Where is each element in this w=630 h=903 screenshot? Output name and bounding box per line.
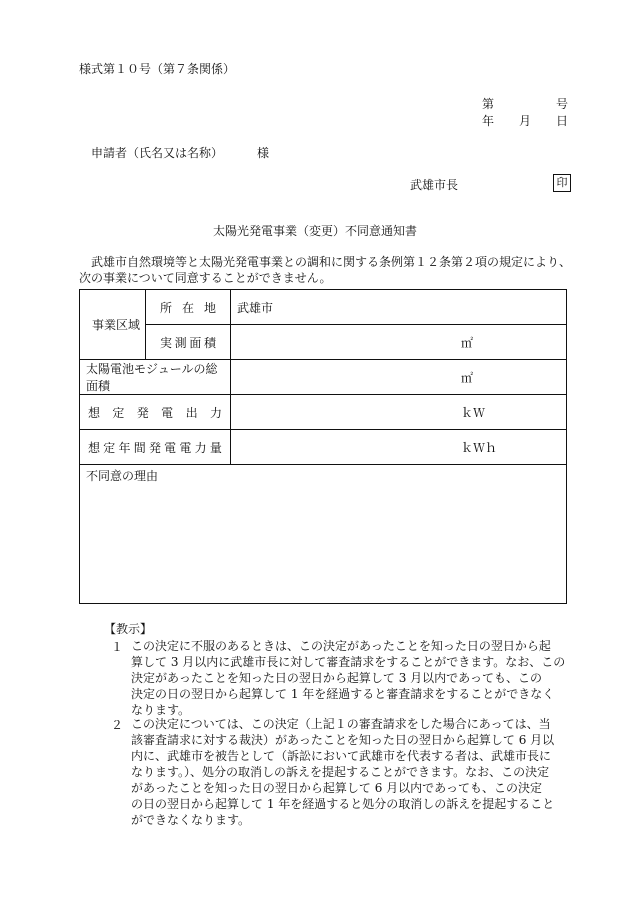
- module-area-unit: ㎡: [231, 360, 567, 395]
- notice-item: [111, 638, 571, 718]
- intro-line: 武雄市自然環境等と太陽光発電事業との調和に関する条例第１２条第２項の規定により、: [79, 255, 572, 269]
- location-label-cell: [146, 290, 231, 325]
- area-label: 事 業 区 域: [92, 318, 141, 332]
- reason-label: 不同意の理由: [86, 469, 159, 483]
- annual-label: 想 定 年 間 発 電 電 力 量: [88, 440, 222, 455]
- location-label: 所 在 地: [160, 300, 216, 315]
- notice-line: の日の翌日から起算して 1 年を経過すると処分の取消しの訴えを提起すること: [131, 797, 555, 811]
- intro-paragraph: [79, 254, 579, 286]
- notice-line: この決定に不服のあるときは、この決定があったことを知った日の翌日から起: [131, 639, 551, 653]
- form-number: 様式第１０号（第７条関係）: [79, 62, 236, 76]
- notice-line: なります。）、処分の取消しの訴えを提起することができます。なお、この決定: [131, 765, 550, 779]
- notice-item: [111, 716, 571, 828]
- mayor-signature: 武雄市長: [410, 178, 459, 192]
- notice-line: この決定については、この決定（上記１の審査請求をした場合にあっては、当: [131, 717, 551, 731]
- notice-item-number: １: [111, 640, 124, 654]
- notice-line: なります。: [131, 703, 191, 717]
- applicant-honorific: 様: [257, 146, 270, 160]
- module-area-label: 太陽電池モジュールの総面積: [80, 360, 231, 395]
- location-value: 武雄市: [231, 290, 567, 325]
- seal-box: 印: [553, 174, 571, 192]
- annual-unit: ｋＷｈ: [231, 430, 567, 465]
- measured-area-label: 実 測 面 積: [160, 335, 216, 350]
- number-suffix: 号: [555, 97, 568, 111]
- output-label: 想 定 発 電 出 力: [88, 405, 222, 420]
- output-label-cell: [80, 395, 231, 430]
- notice-heading: 【教示】: [104, 622, 153, 636]
- notice-line: があったことを知った日の翌日から起算して 6 月以内であっても、この決定: [131, 781, 543, 795]
- annual-label-cell: [80, 430, 231, 465]
- notice-item-number: ２: [111, 718, 124, 732]
- reason-cell: [80, 465, 567, 604]
- date-month: 月: [518, 114, 531, 128]
- notice-line: 内に、武雄市を被告として（訴訟において武雄市を代表する者は、武雄市長に: [131, 749, 552, 763]
- applicant-line: [91, 144, 269, 163]
- area-label-cell: [80, 290, 146, 360]
- intro-line: 次の事業について同意することができません。: [79, 271, 332, 285]
- measured-area-unit: ㎡: [231, 325, 567, 360]
- notice-line: 決定があったことを知った日の翌日から起算して 3 月以内であっても、この: [131, 671, 543, 685]
- notice-line: 決定の日の翌日から起算して 1 年を経過すると審査請求をすることができなく: [131, 687, 555, 701]
- document-title: 太陽光発電事業（変更）不同意通知書: [212, 224, 417, 238]
- document-date: [482, 112, 568, 131]
- applicant-label: 申請者（氏名又は名称）: [91, 146, 224, 160]
- date-year: 年: [482, 114, 495, 128]
- output-unit: ｋＷ: [231, 395, 567, 430]
- notice-line: 算して 3 月以内に武雄市長に対して審査請求をすることができます。なお、この: [131, 655, 566, 669]
- date-day: 日: [555, 114, 568, 128]
- measured-area-label-cell: [146, 325, 231, 360]
- notice-line: 該審査請求に対する裁決）があったことを知った日の翌日から起算して 6 月以: [131, 733, 555, 747]
- number-prefix: 第: [482, 97, 495, 111]
- notification-table: [79, 289, 567, 604]
- notice-line: ができなくなります。: [131, 813, 251, 827]
